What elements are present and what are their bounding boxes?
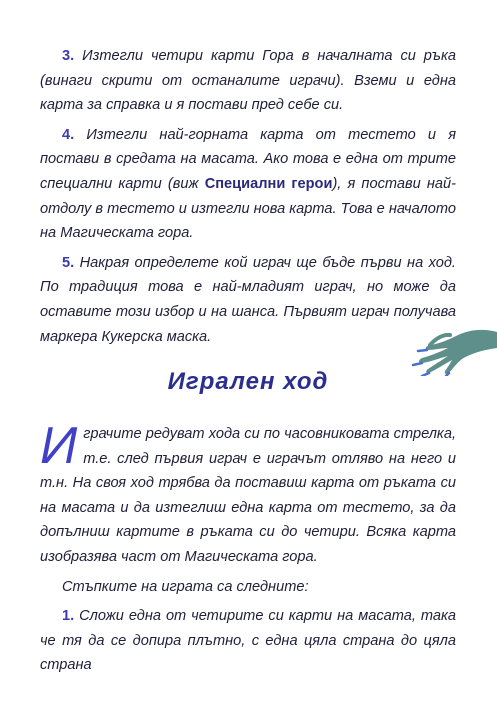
section-heading: Игрален ход <box>167 368 329 395</box>
step-4-text-b: ), я постави най-отдолу в тестето и изтегли нова карта. Това е началото на Магическата гора. <box>40 175 456 242</box>
drop-cap: И <box>40 417 78 475</box>
setup-steps <box>40 44 456 354</box>
step-4 <box>40 123 456 246</box>
step-3-number: 3. <box>62 48 75 64</box>
turn-intro-text: грачите редуват хода си по часовниковата стрелка, т.е. след първия играч е играчът отляво на него и т.н. На своя ход трябва да поставиш карта от ръката си на масата и да изтеглиш една карта от тестето, за да допълниш картите в ръката си до четири. Всяка карта изобразява част от Магическата гора. <box>40 426 456 565</box>
step-1-number: 1. <box>62 608 75 625</box>
step-4-text-a: Изтегли най-горната карта от тестето и я постави в средата на масата. Ако това е една от трите специални карти (виж <box>40 126 456 192</box>
step-3-text: Изтегли четири карти Гора в началната си ръка (винаги скрити от останалите играчи). Вземи и една карта за справка и я постави пред себе си. <box>40 48 456 114</box>
turn-intro <box>40 417 456 570</box>
step-3 <box>40 44 456 118</box>
step-5-text: Накрая определете кой играч ще бъде първи на ход. По традиция това е най-младият играч, но може да оставите този избор и на шанса. Първият играч получава маркера Кукерска маска. <box>40 254 456 345</box>
step-5-number: 5. <box>62 254 75 271</box>
step-1 <box>40 604 456 678</box>
step-1-text: Сложи една от четирите си карти на масата, така че тя да се допира плътно, с една цяла страна до цяла страна <box>40 608 457 674</box>
step-5 <box>40 251 456 349</box>
turn-section <box>40 417 457 683</box>
steps-intro: Стъпките на играта са следните: <box>62 578 309 595</box>
step-4-number: 4. <box>62 126 75 143</box>
special-heroes-reference: Специални герои <box>204 175 333 192</box>
